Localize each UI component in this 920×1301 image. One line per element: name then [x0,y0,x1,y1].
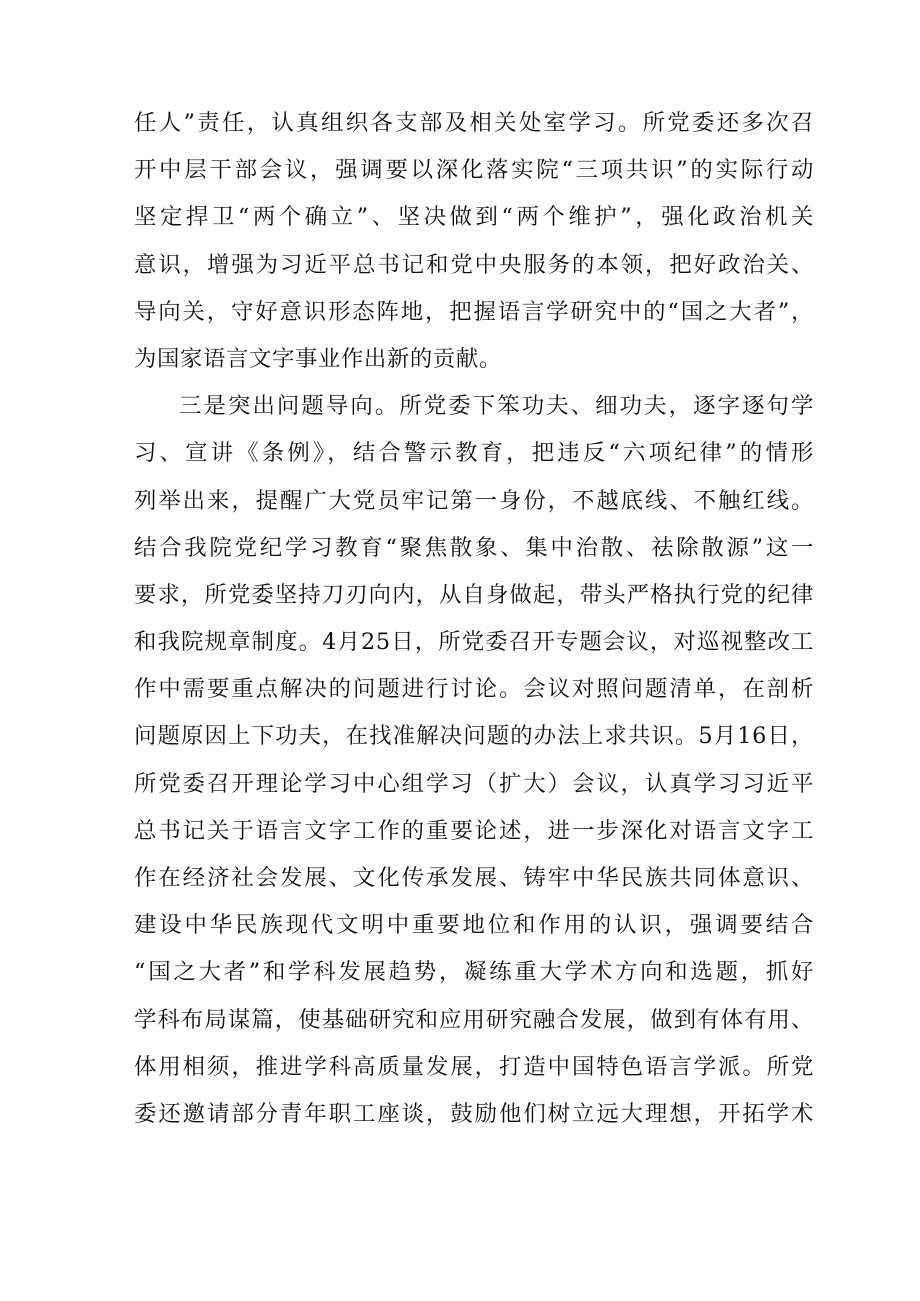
paragraph-line: 意识，增强为习近平总书记和党中央服务的本领，把好政治关、 [134,251,814,278]
paragraph-line: “国之大者”和学科发展趋势，凝练重大学术方向和选题，抓好 [134,959,814,986]
paragraph-line: 所党委召开理论学习中心组学习（扩大）会议，认真学习习近平 [134,770,814,797]
paragraph-line: 总书记关于语言文字工作的重要论述，进一步深化对语言文字工 [134,817,814,844]
paragraph-line: 坚定捍卫“两个确立”、坚决做到“两个维护”，强化政治机关 [134,204,814,231]
paragraph-line: 作在经济社会发展、文化传承发展、铸牢中华民族共同体意识、 [134,865,814,891]
paragraph-line: 学科布局谋篇，使基础研究和应用研究融合发展，做到有体有用、 [134,1006,814,1033]
document-body [134,100,814,1138]
paragraph-line: 为国家语言文字事业作出新的贡献。 [134,345,502,372]
paragraph-line: 结合我院党纪学习教育“聚焦散象、集中治散、祛除散源”这一 [134,534,814,561]
paragraph-line: 列举出来，提醒广大党员牢记第一身份，不越底线、不触红线。 [134,487,814,514]
paragraph-line: 体用相须，推进学科高质量发展，打造中国特色语言学派。所党 [134,1053,814,1080]
paragraph-line: 问题原因上下功夫，在找准解决问题的办法上求共识。5月16日， [134,723,814,750]
paragraph-line: 建设中华民族现代文明中重要地位和作用的认识，强调要结合 [134,912,814,939]
paragraph-line: 委还邀请部分青年职工座谈，鼓励他们树立远大理想，开拓学术 [134,1100,814,1127]
paragraph-first-line: 三是突出问题导向。所党委下笨功夫、细功夫，逐字逐句学 [179,393,814,420]
paragraph-line: 作中需要重点解决的问题进行讨论。会议对照问题清单，在剖析 [134,676,814,703]
paragraph-line: 导向关，守好意识形态阵地，把握语言学研究中的“国之大者”， [134,298,814,325]
paragraph-line: 任人”责任，认真组织各支部及相关处室学习。所党委还多次召 [134,110,814,136]
paragraph-line: 习、宣讲《条例》，结合警示教育，把违反“六项纪律”的情形 [134,440,814,467]
paragraph-line: 和我院规章制度。4月25日，所党委召开专题会议，对巡视整改工 [134,629,814,656]
paragraph-line: 开中层干部会议，强调要以深化落实院“三项共识”的实际行动 [134,157,814,184]
paragraph-line: 要求，所党委坚持刀刃向内，从自身做起，带头严格执行党的纪律 [134,581,814,608]
